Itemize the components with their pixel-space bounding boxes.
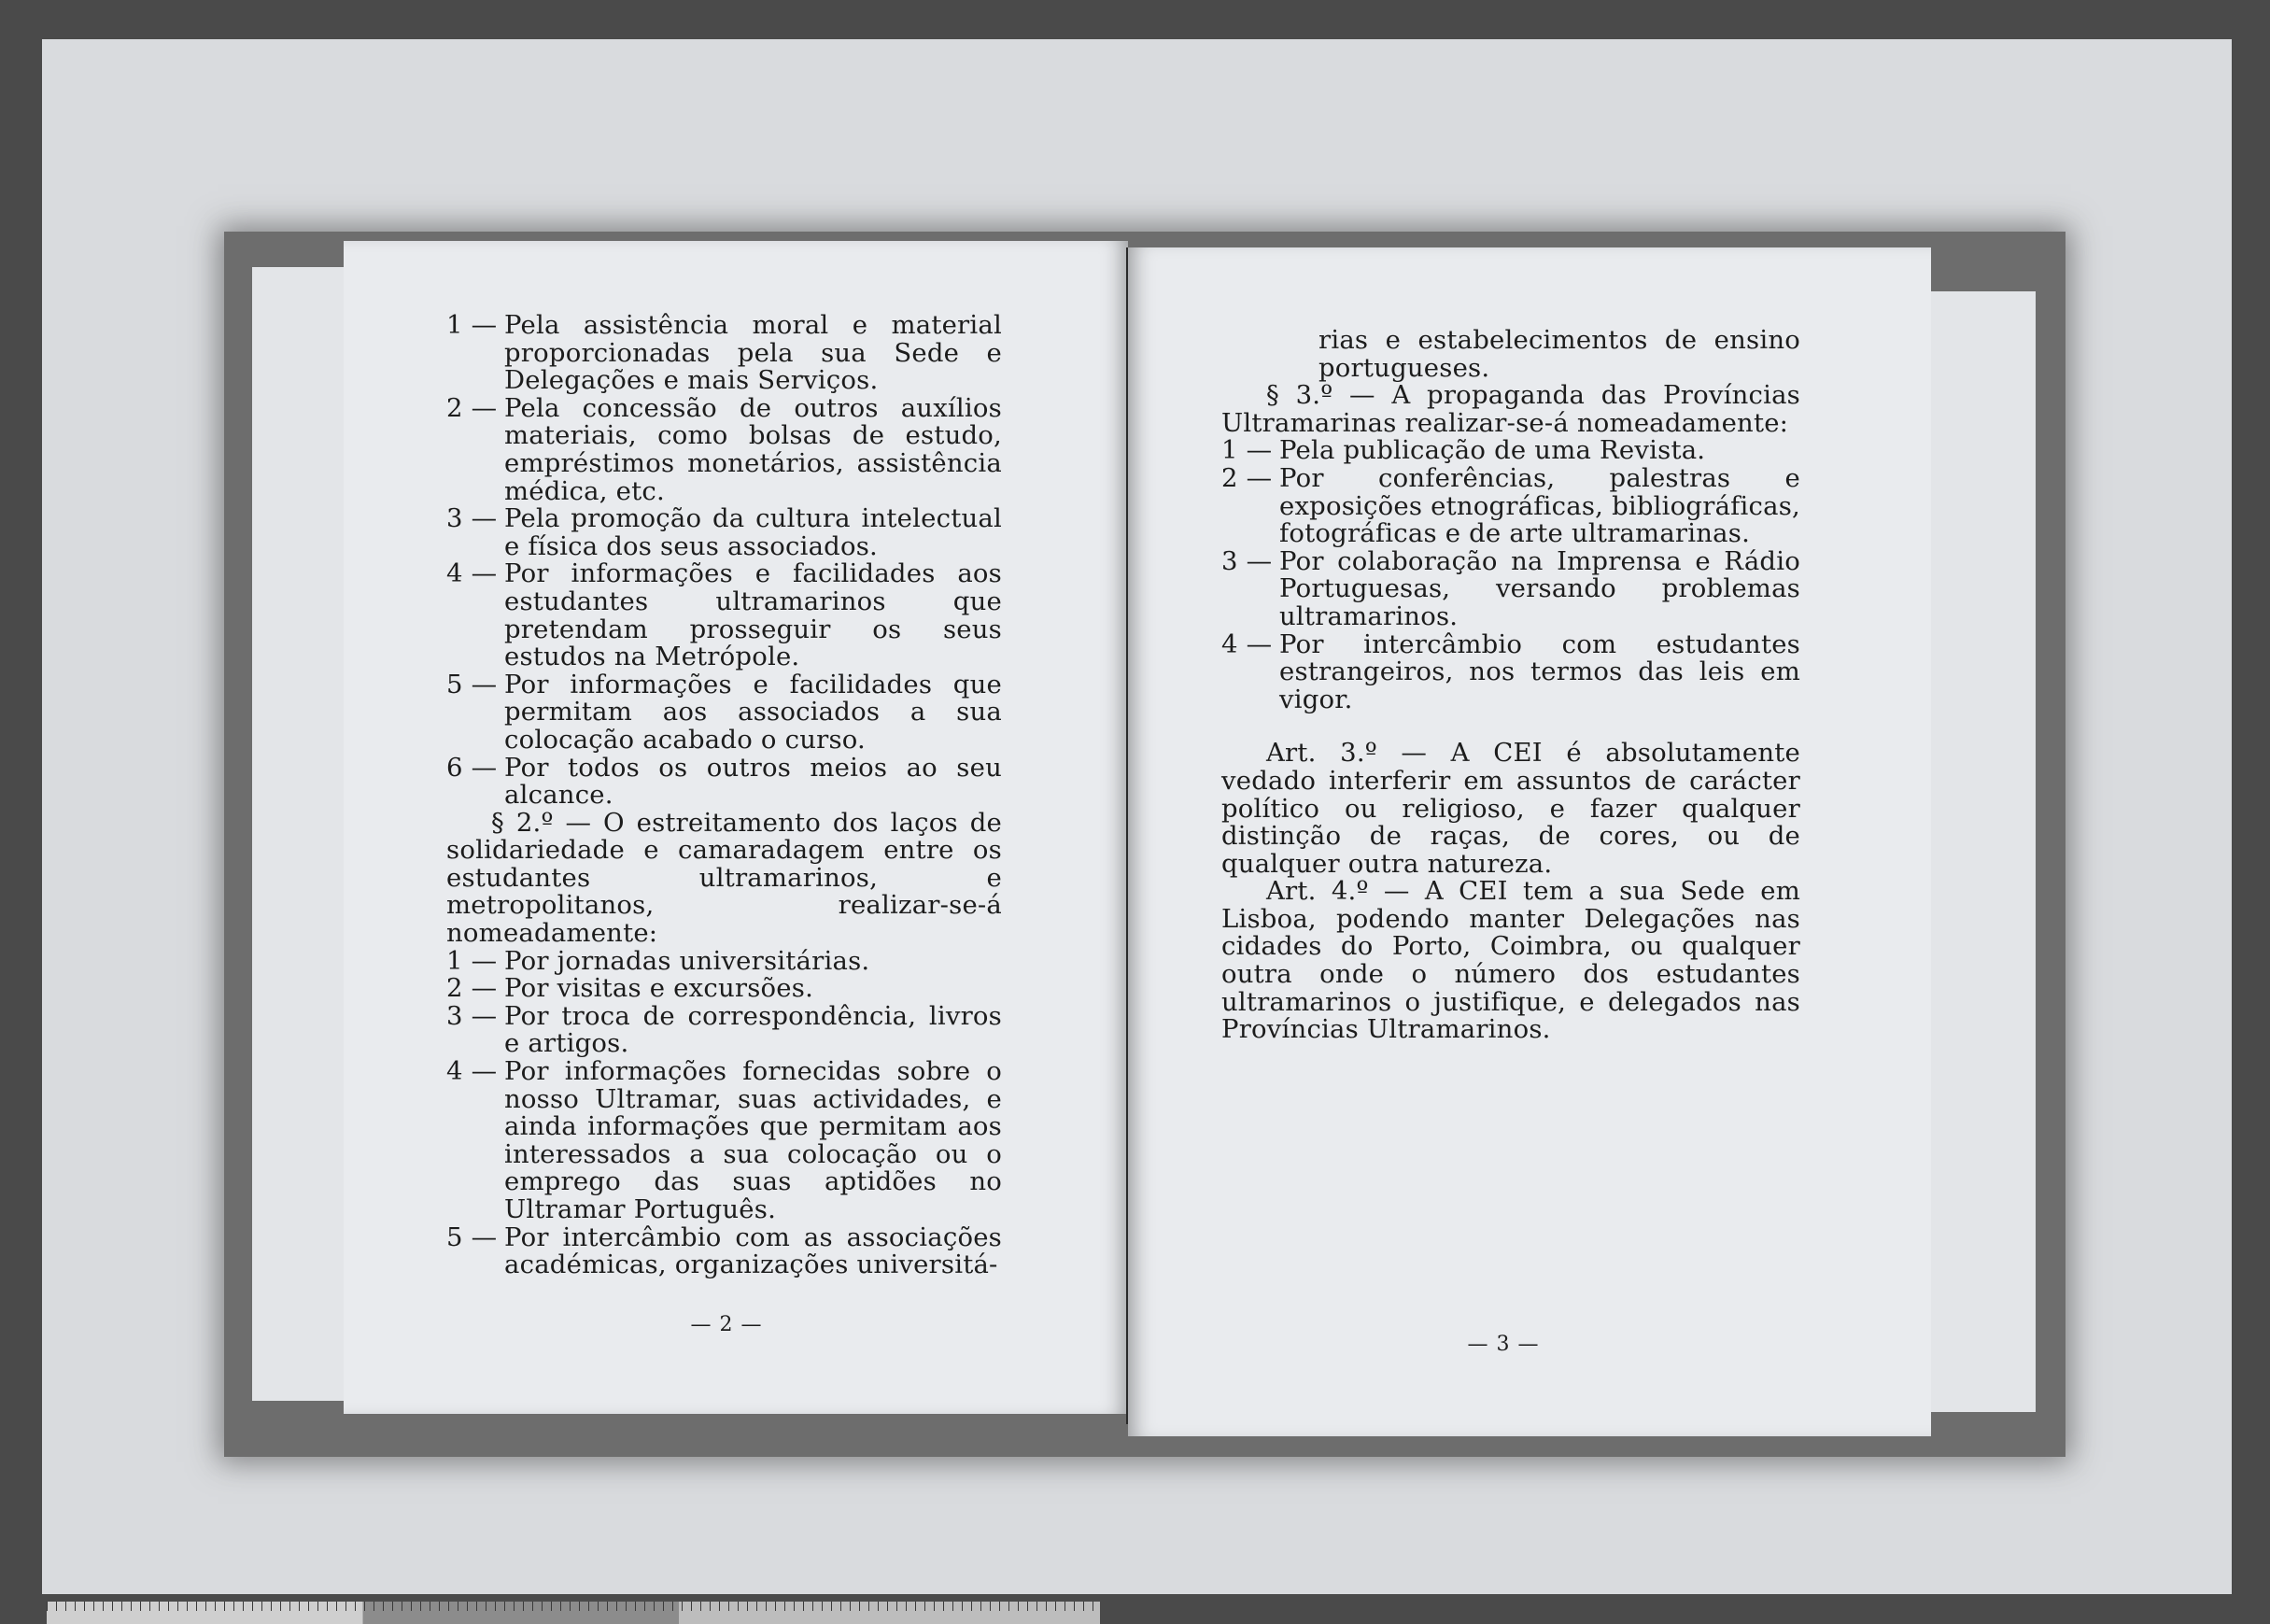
list-item (1221, 628, 1800, 714)
item-number: 4 — (446, 1056, 498, 1087)
page-number: — 3 — (1467, 1333, 1540, 1356)
item-number: 3 — (446, 503, 498, 534)
item-text: Por colaboração na Imprensa e Rádio Portuguesas, versando problemas ultramarinos. (1279, 545, 1800, 631)
article-4: Art. 4.º — A CEI tem a sua Sede em Lisboa, podendo manter Delegações nas cidades do Porto, Coimbra, ou qualquer outra onde o número dos estudantes ultramarinos o justifique, e delegados nas Províncias Ultramarinos. (1221, 876, 1800, 1045)
list-item (446, 505, 1002, 560)
underlying-page-right (1924, 291, 2036, 1412)
item-text: Pela publicação de uma Revista. (1279, 435, 1706, 466)
list-item (1221, 462, 1800, 549)
item-number: 4 — (446, 558, 498, 589)
article-3: Art. 3.º — A CEI é absolutamente vedado interferir em assuntos de carácter político ou religioso, e fazer qualquer distinção de raças, de cores, ou de qualquer outra natureza. (1221, 738, 1800, 879)
list-item (446, 392, 1002, 506)
item-number: 2 — (1221, 462, 1273, 493)
item-text: Por conferências, palestras e exposições etnográficas, bibliográficas, fotográficas e de arte ultramarinas. (1279, 462, 1800, 549)
item-text: Por troca de correspondência, livros e artigos. (504, 1000, 1002, 1059)
item-number: 1 — (1221, 435, 1273, 466)
scale-ruler (47, 1602, 1100, 1624)
item-number: 5 — (446, 669, 498, 699)
section-paragraph: § 3.º — A propaganda das Províncias Ultramarinas realizar-se-á nomeadamente: (1221, 380, 1800, 438)
item-number: 4 — (1221, 628, 1273, 659)
list-item (446, 312, 1002, 395)
item-text: Por intercâmbio com estudantes estrangeiros, nos termos das leis em vigor. (1279, 628, 1800, 714)
item-text: Pela assistência moral e material proporcionadas pela sua Sede e Delegações e mais Serviços. (504, 310, 1002, 396)
item-number: 2 — (446, 392, 498, 423)
item-number: 1 — (446, 945, 498, 976)
list-item (446, 560, 1002, 671)
list-item (446, 671, 1002, 755)
item-text: Pela concessão de outros auxílios materiais, como bolsas de estudo, empréstimos monetários, assistência médica, etc. (504, 392, 1002, 506)
continuation-text: rias e estabelecimentos de ensino portugueses. (1318, 325, 1800, 383)
list-item (1221, 545, 1800, 631)
item-number: 1 — (446, 310, 498, 340)
item-text: Por jornadas universitárias. (504, 945, 870, 976)
item-text: Por todos os outros meios ao seu alcance. (504, 752, 1002, 811)
item-number: 3 — (1221, 545, 1273, 576)
item-text: Por informações e facilidades que permitam aos associados a sua colocação acabado o curso. (504, 669, 1002, 755)
section-paragraph: § 2.º — O estreitamento dos laços de solidariedade e camaradagem entre os estudantes ultramarinos, e metropolitanos, realizar-se-á nomeadamente: (446, 807, 1002, 949)
list-item (446, 945, 1002, 976)
item-text: Por informações fornecidas sobre o nosso Ultramar, suas actividades, e ainda informações que permitam aos interessados a sua colocação ou o emprego das suas aptidões no Ultramar Português. (504, 1056, 1002, 1224)
list-item (446, 1224, 1002, 1279)
item-number: 3 — (446, 1000, 498, 1031)
item-text: Por visitas e excursões. (504, 973, 814, 1004)
list-item (446, 1000, 1002, 1059)
item-number: 2 — (446, 973, 498, 1004)
list-item (446, 1058, 1002, 1224)
list-item (446, 975, 1002, 1003)
item-number: 5 — (446, 1222, 498, 1252)
right-page (1128, 247, 1931, 1436)
left-page (344, 241, 1128, 1414)
underlying-page-left (252, 267, 355, 1401)
item-number: 6 — (446, 752, 498, 783)
list-item (446, 752, 1002, 811)
right-page-text (1221, 327, 1800, 1044)
item-text: Pela promoção da cultura intelectual e física dos seus associados. (504, 503, 1002, 561)
list-item (1221, 437, 1800, 465)
page-number: — 2 — (690, 1313, 763, 1336)
item-text: Por informações e facilidades aos estudantes ultramarinos que pretendam prosseguir os seus estudos na Metrópole. (504, 558, 1002, 672)
item-text: Por intercâmbio com as associações académicas, organizações universitá- (504, 1222, 1002, 1280)
left-page-text (446, 312, 1002, 1279)
